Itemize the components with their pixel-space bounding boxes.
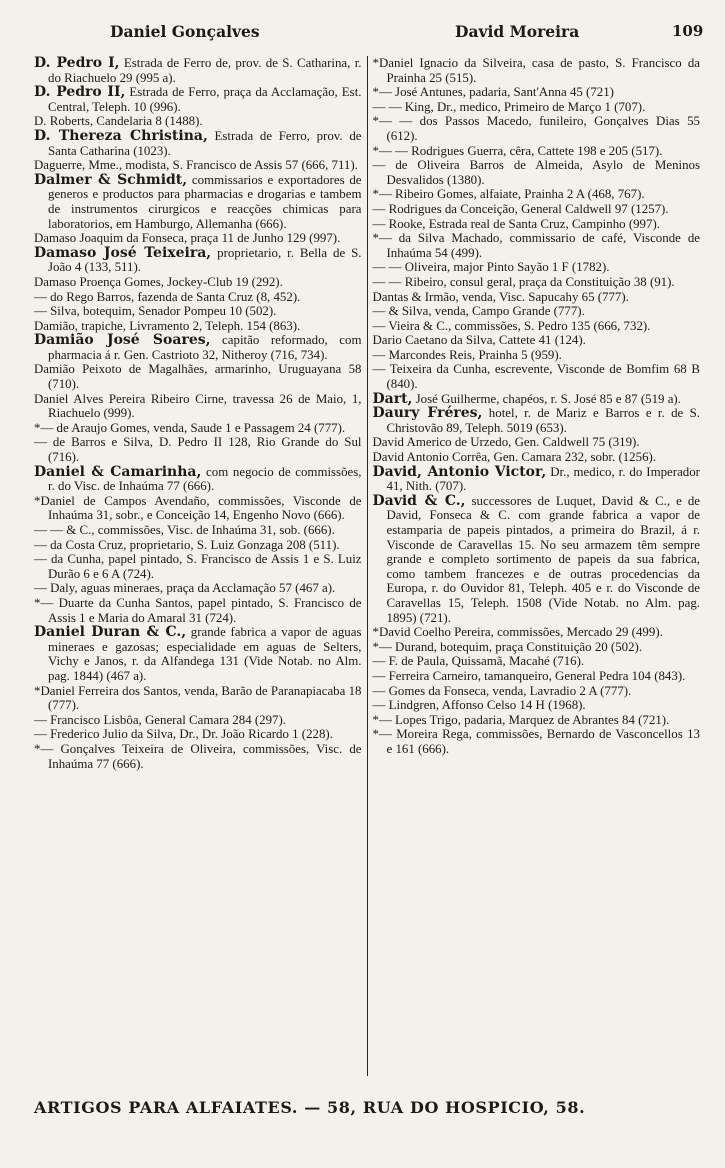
directory-entry — [373, 362, 701, 391]
directory-entry — [373, 625, 701, 640]
entry-text: — F. de Paula, Quissamã, Macahé (716). — [372, 654, 585, 669]
directory-entry — [34, 742, 362, 771]
directory-entry — [34, 392, 362, 421]
entry-text: *— Durand, botequim, praça Constituição 20 (502). — [372, 639, 643, 654]
entry-text: *— José Antunes, padaria, Sant'Anna 45 (721) — [372, 85, 614, 100]
right-column — [368, 56, 701, 1076]
entry-text: Damião, trapiche, Livramento 2, Teleph. 154 (863). — [34, 318, 301, 333]
directory-entry — [373, 392, 701, 407]
entry-text: com negocio de commissões, r. do Visc. de Inhaúma 77 (666). — [48, 464, 362, 494]
directory-entry — [34, 85, 362, 114]
entry-text: *— da Silva Machado, commissario de café, Visconde de Inhaúma 54 (499). — [372, 231, 700, 260]
entry-text: *Daniel Ferreira dos Santos, venda, Barão de Paranapiacaba 18 (777). — [34, 683, 362, 713]
directory-entry — [373, 333, 701, 348]
entry-text: — do Rego Barros, fazenda de Santa Cruz (8, 452). — [34, 289, 301, 304]
entry-text: Estrada de Ferro, prov. de Santa Catharina (1023). — [48, 128, 362, 158]
entry-heading: Damaso José Teixeira, — [34, 244, 212, 261]
entry-text: Dr., medico, r. do Imperador 41, Nith. (707). — [386, 464, 700, 494]
directory-entry — [34, 290, 362, 305]
entry-text: — Silva, botequim, Senador Pompeu 10 (502). — [34, 304, 277, 319]
directory-entry — [34, 362, 362, 391]
entry-text: *— Duarte da Cunha Santos, papel pintado, S. Francisco de Assis 1 e Maria do Amaral 31 (724). — [34, 595, 362, 625]
directory-entry — [34, 435, 362, 464]
directory-entry — [373, 465, 701, 494]
advertisement-footer: ARTIGOS PARA ALFAIATES. — 58, RUA DO HOSPICIO, 58. — [34, 1098, 586, 1117]
directory-entry — [34, 56, 362, 85]
entry-text: Damião Peixoto de Magalhães, armarinho, Uruguayana 58 (710). — [34, 362, 362, 392]
directory-entry — [373, 217, 701, 232]
entry-text: — Marcondes Reis, Prainha 5 (959). — [372, 347, 562, 362]
directory-entry — [34, 304, 362, 319]
directory-entry — [34, 231, 362, 246]
entry-text: David Americo de Urzedo, Gen. Caldwell 75 (319). — [372, 435, 640, 450]
directory-columns — [34, 56, 700, 1076]
directory-entry — [34, 129, 362, 158]
directory-entry — [34, 552, 362, 581]
entry-text: Estrada de Ferro, praça da Acclamação, Est. Central, Teleph. 10 (996). — [48, 85, 362, 114]
directory-entry — [34, 333, 362, 362]
directory-entry — [34, 158, 362, 173]
entry-text: *— Gonçalves Teixeira de Oliveira, commissões, Visc. de Inhaúma 77 (666). — [34, 741, 362, 771]
directory-entry — [373, 654, 701, 669]
directory-entry — [34, 538, 362, 553]
directory-entry — [34, 523, 362, 538]
directory-entry — [34, 727, 362, 742]
directory-entry — [34, 246, 362, 275]
entry-text: — Teixeira da Cunha, escrevente, Visconde de Bomfim 68 B (840). — [372, 362, 700, 392]
entry-text: capitão reformado, com pharmacia á r. Gen. Castrioto 32, Nitheroy (716, 734). — [48, 333, 362, 362]
entry-text: hotel, r. de Mariz e Barros e r. de S. Christovão 89, Teleph. 5019 (653). — [386, 406, 700, 435]
entry-heading: David, Antonio Victor, — [372, 463, 547, 480]
entry-text: José Guilherme, chapéos, r. S. José 85 e 87 (519 a). — [412, 391, 681, 406]
entry-text: — Rodrigues da Conceição, General Caldwell 97 (1257). — [372, 201, 669, 216]
entry-heading: Daniel Duran & C., — [34, 624, 187, 641]
entry-text: Estrada de Ferro de, prov. de S. Catharina, r. do Riachuelo 29 (995 a). — [48, 56, 362, 85]
directory-entry — [373, 202, 701, 217]
directory-entry — [373, 450, 701, 465]
entry-text: — de Oliveira Barros de Almeida, Asylo de Meninos Desvalidos (1380). — [372, 158, 700, 187]
directory-entry — [34, 494, 362, 523]
entry-text: — da Costa Cruz, proprietario, S. Luiz Gonzaga 208 (511). — [34, 537, 340, 552]
directory-entry — [373, 684, 701, 699]
page-number: 109 — [672, 22, 704, 40]
entry-heading: Daury Fréres, — [372, 405, 483, 422]
entry-text: *Daniel Ignacio da Silveira, casa de pasto, S. Francisco da Prainha 25 (515). — [372, 56, 700, 85]
directory-entry — [373, 85, 701, 100]
entry-text: *— — Rodrigues Guerra, cêra, Cattete 198 e 205 (517). — [372, 143, 663, 158]
running-header — [0, 22, 725, 48]
entry-text: — Rooke, Estrada real de Santa Cruz, Campinho (997). — [372, 216, 660, 231]
directory-entry — [34, 275, 362, 290]
entry-heading: D. Thereza Christina, — [34, 127, 208, 144]
directory-entry — [34, 581, 362, 596]
directory-entry — [373, 187, 701, 202]
entry-text: Damaso Proença Gomes, Jockey-Club 19 (292). — [34, 274, 283, 289]
directory-entry — [373, 640, 701, 655]
entry-heading: Dart, — [372, 390, 413, 407]
entry-heading: D. Pedro II, — [34, 84, 126, 101]
directory-entry — [373, 727, 701, 756]
entry-text: Daniel Alves Pereira Ribeiro Cirne, travessa 26 de Maio, 1, Riachuelo (999). — [34, 391, 362, 421]
entry-heading: Daniel & Camarinha, — [34, 463, 202, 480]
entry-text: proprietario, r. Bella de S. João 4 (133, 511). — [48, 245, 362, 275]
entry-text: *Daniel de Campos Avendaño, commissões, Visconde de Inhaúma 31, sobr., e Conceição 14, Engenho Novo (666). — [34, 493, 362, 523]
entry-text: — — Oliveira, major Pinto Sayão 1 F (1782). — [372, 260, 610, 275]
directory-entry — [373, 348, 701, 363]
entry-text: — Ferreira Carneiro, tamanqueiro, General Pedra 104 (843). — [372, 668, 686, 683]
directory-entry — [373, 669, 701, 684]
entry-text: — Vieira & C., commissões, S. Pedro 135 (666, 732). — [372, 318, 651, 333]
header-right-name: David Moreira — [455, 22, 580, 41]
entry-text: *— Lopes Trigo, padaria, Marquez de Abrantes 84 (721). — [372, 712, 670, 727]
entry-text: — Francisco Lisbôa, General Camara 284 (297). — [34, 712, 287, 727]
directory-entry — [34, 173, 362, 231]
entry-text: Dantas & Irmão, venda, Visc. Sapucahy 65 (777). — [372, 289, 629, 304]
directory-entry — [34, 421, 362, 436]
entry-text: — — Ribeiro, consul geral, praça da Constituição 38 (91). — [372, 274, 675, 289]
directory-entry — [373, 158, 701, 187]
entry-text: *— Moreira Rega, commissões, Bernardo de Vasconcellos 13 e 161 (666). — [372, 727, 700, 756]
directory-entry — [373, 114, 701, 143]
entry-text: *— Ribeiro Gomes, alfaiate, Prainha 2 A (468, 767). — [372, 187, 645, 202]
entry-text: — Gomes da Fonseca, venda, Lavradio 2 A (777). — [372, 683, 632, 698]
entry-text: — Daly, aguas mineraes, praça da Acclamação 57 (467 a). — [34, 581, 336, 596]
entry-text: D. Roberts, Candelaria 8 (1488). — [34, 114, 203, 129]
directory-entry — [373, 260, 701, 275]
directory-entry — [373, 100, 701, 115]
entry-text: — Frederico Julio da Silva, Dr., Dr. João Ricardo 1 (228). — [34, 727, 333, 742]
directory-entry — [373, 435, 701, 450]
entry-text: *David Coelho Pereira, commissões, Mercado 29 (499). — [372, 625, 663, 640]
directory-entry — [34, 114, 362, 129]
entry-heading: Dalmer & Schmidt, — [34, 171, 188, 188]
entry-text: *— de Araujo Gomes, venda, Saude 1 e Passagem 24 (777). — [34, 420, 346, 435]
entry-text: — & Silva, venda, Campo Grande (777). — [372, 304, 585, 319]
entry-text: Daguerre, Mme., modista, S. Francisco de Assis 57 (666, 711). — [34, 158, 358, 173]
entry-text: — — & C., commissões, Visc. de Inhaúma 31, sob. (666). — [34, 523, 335, 537]
directory-entry — [373, 494, 701, 625]
entry-text: David Antonio Corrêa, Gen. Camara 232, sobr. (1256). — [372, 450, 657, 465]
directory-entry — [34, 596, 362, 625]
entry-heading: Damião José Soares, — [34, 332, 211, 349]
directory-entry — [34, 713, 362, 728]
directory-entry — [373, 275, 701, 290]
entry-text: *— — dos Passos Macedo, funileiro, Gonçalves Dias 55 (612). — [372, 114, 700, 143]
entry-text: Damaso Joaquim da Fonseca, praça 11 de Junho 129 (997). — [34, 231, 341, 246]
directory-entry — [373, 56, 701, 85]
entry-text: grande fabrica a vapor de aguas mineraes e gazosas; especialidade em aguas de Selters, Vichy e Janos, r. da Alfandega 131 (Vide Notab. no Alm. pag. 1844) (467 a). — [48, 625, 362, 683]
entry-text: successores de Luquet, David & C., e de David, Fonseca & C. com grande fabrica a vapor de estamparia de papeis pintados, a primeira do Brazil, á r. Visconde de Caravellas 15. No seu armazem têm sempre grande e completo sortimento de papeis da sua fabrica, como tambem francezes e de outras procedencias da Europa, r. do Ouvidor 81, Teleph. 405 e r. do Visconde de Caravellas 15, Teleph. 1508 (Vide Notab. no Alm. pag. 1895) (721). — [386, 493, 700, 625]
directory-entry — [373, 319, 701, 334]
directory-entry — [373, 290, 701, 305]
left-column — [34, 56, 368, 1076]
directory-entry — [34, 465, 362, 494]
entry-text: Dario Caetano da Silva, Cattete 41 (124). — [372, 333, 586, 348]
directory-entry — [34, 684, 362, 713]
directory-entry — [34, 625, 362, 683]
directory-entry — [373, 231, 701, 260]
directory-entry — [373, 406, 701, 435]
entry-heading: David & C., — [372, 492, 466, 509]
directory-entry — [373, 144, 701, 159]
header-left-name: Daniel Gonçalves — [110, 22, 260, 41]
entry-text: — Lindgren, Affonso Celso 14 H (1968). — [372, 698, 586, 713]
entry-text: — — King, Dr., medico, Primeiro de Março 1 (707). — [372, 99, 646, 114]
entry-text: commissarios e exportadores de generos e productos para pharmacias e drogarias e tambem de instrumentos cirurgicos e reacções chimicas para laboratorios, em Hamburgo, Allemanha (666). — [48, 172, 362, 231]
directory-entry — [373, 698, 701, 713]
entry-text: — de Barros e Silva, D. Pedro II 128, Rio Grande do Sul (716). — [34, 435, 362, 465]
entry-heading: D. Pedro I, — [34, 56, 120, 71]
entry-text: — da Cunha, papel pintado, S. Francisco de Assis 1 e S. Luiz Durão 6 e 6 A (724). — [34, 552, 362, 581]
directory-entry — [373, 713, 701, 728]
directory-entry — [373, 304, 701, 319]
